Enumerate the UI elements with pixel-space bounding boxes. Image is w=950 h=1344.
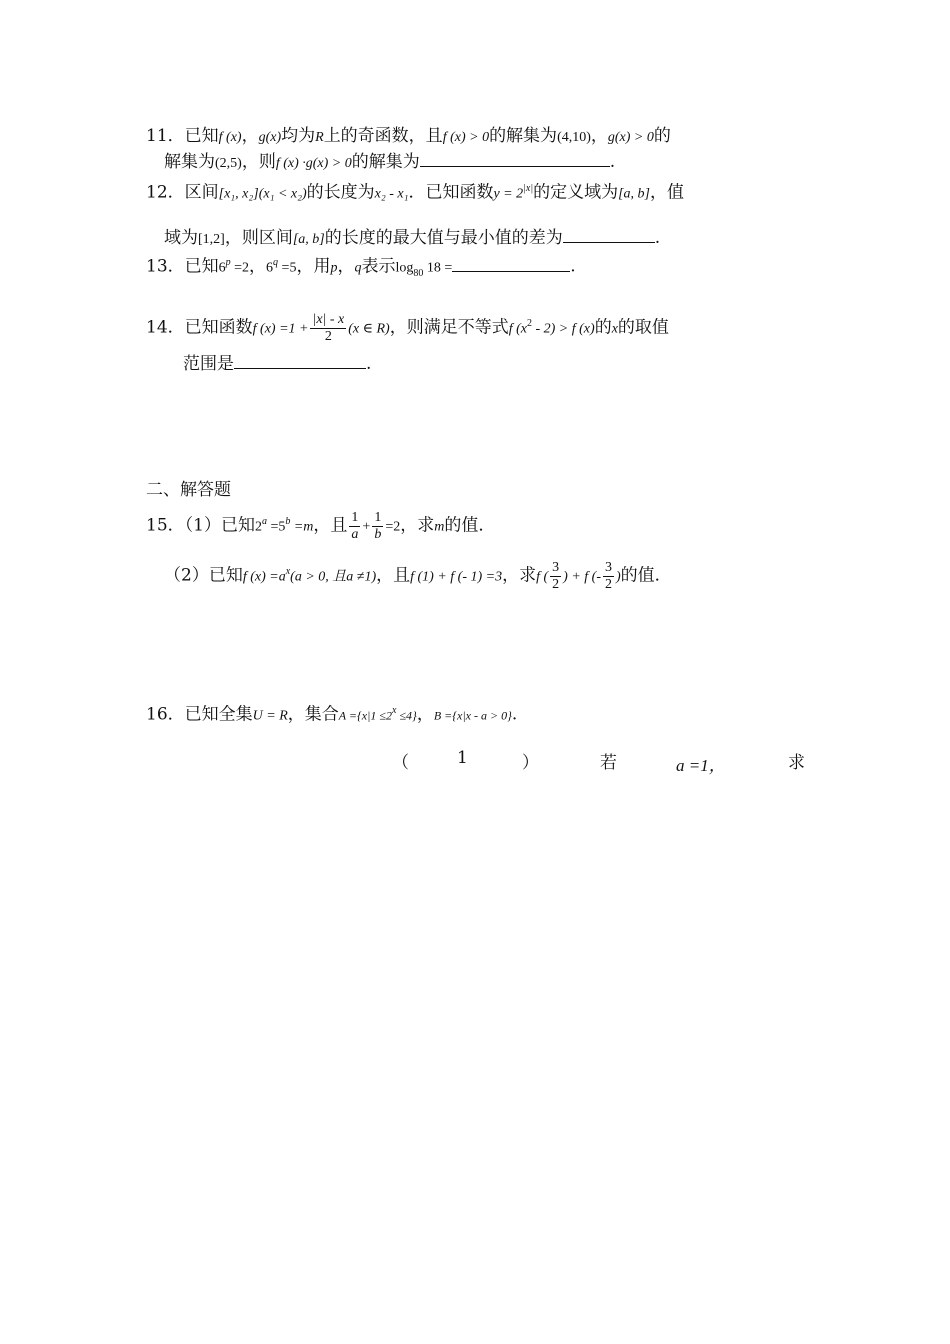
q12-answer-blank[interactable] [563, 226, 655, 243]
q14-line2: 范围是 . [183, 354, 372, 374]
q13-line: 13．已知$6^p =2$，$6^q =5$，用p，q表示$\log_{80} 18$ = . [146, 256, 576, 280]
q11-line2: 解集为(2,5)，则f (x) ·g(x) > 0的解集为 . [164, 152, 616, 172]
q12-line2: 域为[1,2]，则区间[a, b]的长度的最大值与最小值的差为 . [164, 228, 661, 248]
q16-line1: 16．已知全集U = R，集合$A =\{x|1 \le 2^x \le 4\}$，B ={x|x - a > 0}. [146, 704, 518, 725]
q15-fraction-1-over-a: $\frac{1}{a}$ [351, 509, 359, 542]
q14-answer-blank[interactable] [234, 352, 366, 369]
q12-line1: 12．区间[x₁, x₂](x₁ < x₂)的长度为x₂ - x₁．已知函数$y = 2^{|x|}$的定义域为[a, b]，值 [146, 182, 684, 203]
q14-fraction: $\frac{|x| - x}{2}$ [312, 311, 345, 344]
q15-fraction-3-over-2-a: $\frac{3}{2}$ [552, 559, 560, 592]
q11-line1: 11．已知f (x)，g(x)均为R上的奇函数，且f (x) > 0的解集为(4,10)，g(x) > 0的 [146, 126, 671, 146]
q16-paren-close: ） [522, 753, 539, 773]
q11-answer-blank[interactable] [420, 150, 610, 167]
q16-part-number: 1 [457, 748, 468, 768]
q15-part2: （2）已知f $(x) =a^x(a > 0$, 且a ≠1)，且f (1) + f (- 1) =3，求f ( $\frac{3}{2}$ ) + f (- $\frac{3}{2}$ )的值． [164, 559, 672, 592]
q15-fraction-3-over-2-b: $\frac{3}{2}$ [605, 559, 612, 592]
section-title: 二、解答题 [146, 480, 231, 500]
q16-paren-open: （ [392, 753, 409, 773]
q14-line1: 14．已知函数f (x) =1 + $\frac{|x| - x}{2}$ (x ∈ R)，则满足不等式f $(x^2 - 2) > f$ (x)的x的取值 [146, 311, 669, 344]
q15-part1: 15．（1）已知$2^a =5^b =m$，且 $\frac{1}{a}$ + $\frac{1}{b}$ =2，求m的值． [146, 509, 496, 542]
q15-fraction-1-over-b: $\frac{1}{b}$ [374, 509, 382, 542]
q16-a-equals: a =1， [676, 756, 726, 775]
q16-find-text: 求 [788, 753, 805, 773]
q16-if-text: 若 [600, 753, 617, 773]
q13-answer-blank[interactable] [452, 255, 570, 272]
